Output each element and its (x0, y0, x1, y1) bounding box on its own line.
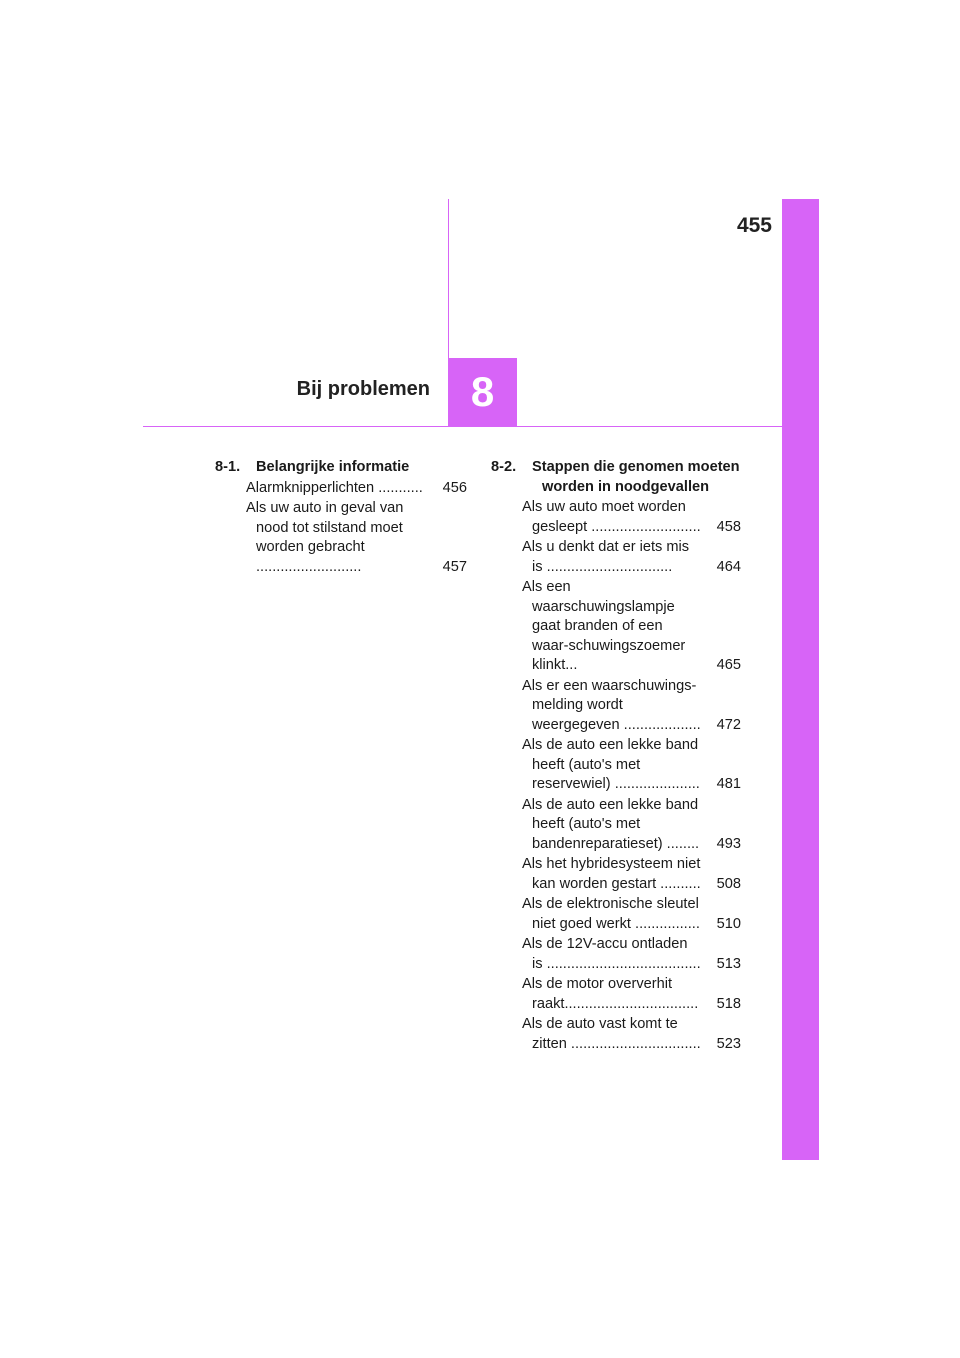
toc-entry[interactable] (522, 1015, 741, 1054)
toc-entry-text: Als de auto vast komt te zitten ................................ (522, 1016, 701, 1052)
toc-section-8-2 (491, 458, 741, 1055)
toc-entry-text: Als het hybridesysteem niet kan worden gestart .......... (522, 856, 701, 892)
toc-entry-text: Als uw auto moet worden gesleept ........................... (522, 499, 701, 535)
toc-entry-text: Als de auto een lekke band heeft (auto's met reservewiel) ..................... (522, 737, 700, 792)
section-title: Stappen die genomen moeten worden in noodgevallen (532, 459, 740, 495)
chapter-number-badge: 8 (448, 358, 517, 426)
toc-entry-page: 518 (715, 995, 741, 1015)
toc-entry-page: 458 (715, 518, 741, 538)
toc-entry-page: 481 (715, 775, 741, 795)
toc-list (491, 498, 741, 1054)
toc-entry-page: 493 (715, 835, 741, 855)
toc-entry[interactable] (522, 855, 741, 894)
toc-entry-page: 464 (715, 558, 741, 578)
section-number: 8-2. (491, 459, 517, 475)
toc-section-8-1 (215, 458, 467, 578)
toc-entry[interactable] (522, 498, 741, 537)
toc-entry-text: Als de 12V-accu ontladen is ...................................... (522, 936, 701, 972)
toc-entry-text: Als de elektronische sleutel niet goed werkt ................ (522, 896, 700, 932)
toc-entry[interactable] (522, 796, 741, 855)
toc-entry[interactable] (522, 895, 741, 934)
chapter-side-tab (782, 199, 819, 1160)
toc-entry[interactable] (522, 538, 741, 577)
toc-entry-page: 465 (715, 656, 741, 676)
toc-entry-text: Alarmknipperlichten ........... (246, 479, 423, 496)
toc-entry-page: 472 (715, 716, 741, 736)
section-heading (215, 458, 467, 478)
section-heading (491, 458, 741, 497)
section-number: 8-1. (215, 459, 241, 475)
toc-entry-page: 513 (715, 955, 741, 975)
toc-entry-page: 456 (441, 479, 467, 499)
toc-entry-page: 510 (715, 915, 741, 935)
toc-entry[interactable] (522, 975, 741, 1014)
chapter-title: Bij problemen (296, 378, 430, 400)
page-number: 455 (736, 214, 772, 237)
toc-entry-page: 523 (715, 1035, 741, 1055)
toc-entry[interactable] (522, 677, 741, 736)
toc-entry[interactable] (246, 499, 467, 577)
toc-entry[interactable] (522, 736, 741, 795)
header-vertical-rule (448, 199, 449, 359)
toc-entry-page: 457 (441, 558, 467, 578)
toc-list (215, 479, 467, 578)
toc-entry[interactable] (522, 578, 741, 676)
section-title: Belangrijke informatie (256, 459, 410, 475)
header-horizontal-rule (143, 426, 782, 427)
toc-entry-text: Als een waarschuwingslampje gaat branden of een waar-schuwingszoemer klinkt... (522, 579, 686, 673)
toc-entry-text: Als uw auto in geval van nood tot stilstand moet worden gebracht .......................... (246, 500, 404, 575)
toc-entry-text: Als de auto een lekke band heeft (auto's met bandenreparatieset) ........ (522, 796, 700, 852)
toc-entry-text: Als er een waarschuwings-melding wordt weergegeven ................... (522, 677, 701, 733)
toc-entry-page: 508 (715, 875, 741, 895)
toc-entry[interactable] (522, 935, 741, 974)
toc-entry[interactable] (246, 479, 467, 499)
toc-entry-text: Als u denkt dat er iets mis is ............................... (522, 539, 690, 575)
toc-entry-text: Als de motor oververhit raakt................................. (522, 976, 699, 1012)
